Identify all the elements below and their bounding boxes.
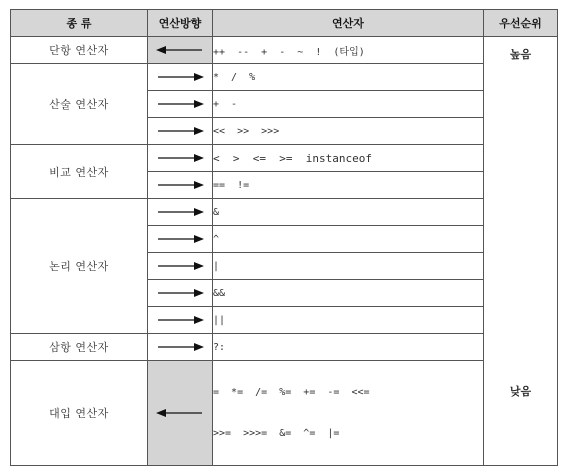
arrow-right-icon (156, 234, 204, 244)
operators-cell: == != (213, 172, 484, 199)
priority-column (484, 37, 558, 466)
direction-cell (148, 199, 213, 226)
operators-line-2: >>= >>>= &= ^= |= (213, 428, 340, 439)
direction-cell (148, 226, 213, 253)
operators-cell: + - (213, 91, 484, 118)
arrow-left-icon (156, 408, 204, 418)
operators-cell: ?: (213, 334, 484, 361)
header-direction: 연산방향 (148, 10, 213, 37)
table-header-row (11, 10, 558, 37)
table-row (11, 145, 558, 172)
direction-cell (148, 253, 213, 280)
arrow-left-icon (156, 45, 204, 55)
arrow-right-icon (156, 315, 204, 325)
category-arithmetic: 산술 연산자 (11, 64, 148, 145)
direction-cell (148, 361, 213, 466)
table-row (11, 37, 558, 64)
category-ternary: 삼항 연산자 (11, 334, 148, 361)
table-row (11, 64, 558, 91)
category-comparison: 비교 연산자 (11, 145, 148, 199)
operator-precedence-table (10, 9, 558, 466)
arrow-right-icon (156, 207, 204, 217)
table-row (11, 199, 558, 226)
arrow-right-icon (156, 72, 204, 82)
operators-cell: ++ -- + - ~ ! (타입) (213, 37, 484, 64)
arrow-right-icon (156, 261, 204, 271)
direction-cell (148, 172, 213, 199)
operators-cell: | (213, 253, 484, 280)
operators-cell (213, 361, 484, 466)
direction-cell (148, 118, 213, 145)
arrow-right-icon (156, 99, 204, 109)
table-row (11, 334, 558, 361)
priority-low-label: 낮음 (509, 385, 532, 398)
arrow-right-icon (156, 126, 204, 136)
direction-cell (148, 64, 213, 91)
direction-cell (148, 145, 213, 172)
arrow-right-icon (156, 180, 204, 190)
category-unary: 단항 연산자 (11, 37, 148, 64)
table-row (11, 361, 558, 466)
header-priority: 우선순위 (484, 10, 558, 37)
direction-cell (148, 91, 213, 118)
priority-high-label: 높음 (509, 48, 532, 61)
direction-cell (148, 334, 213, 361)
direction-cell (148, 307, 213, 334)
operators-cell: ^ (213, 226, 484, 253)
header-category: 종 류 (11, 10, 148, 37)
arrow-right-icon (156, 153, 204, 163)
operators-cell: * / % (213, 64, 484, 91)
arrow-right-icon (156, 342, 204, 352)
operators-cell: & (213, 199, 484, 226)
category-assignment: 대입 연산자 (11, 361, 148, 466)
operators-cell: << >> >>> (213, 118, 484, 145)
header-operators: 연산자 (213, 10, 484, 37)
direction-cell (148, 280, 213, 307)
direction-cell (148, 37, 213, 64)
category-logical: 논리 연산자 (11, 199, 148, 334)
operators-cell: || (213, 307, 484, 334)
arrow-right-icon (156, 288, 204, 298)
operators-line-1: = *= /= %= += -= <<= (213, 387, 370, 398)
operators-cell: && (213, 280, 484, 307)
operators-cell: < > <= >= instanceof (213, 145, 484, 172)
